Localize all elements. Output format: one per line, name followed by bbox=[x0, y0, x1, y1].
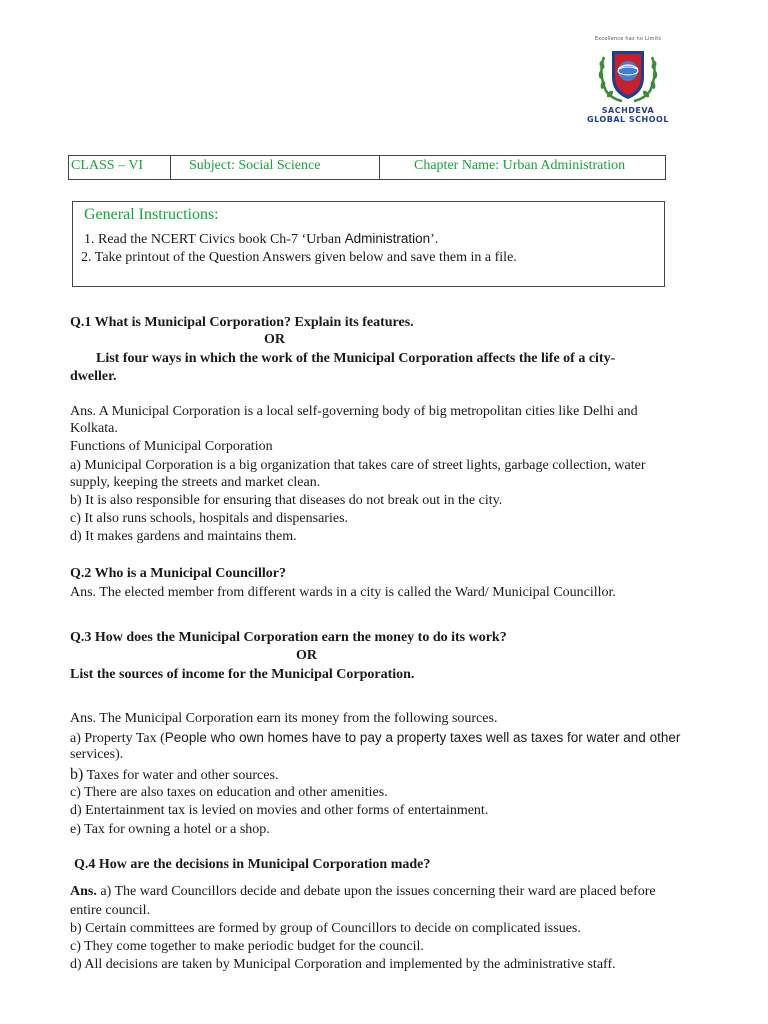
instruction-item-1 bbox=[84, 231, 438, 248]
q1-answer-line1: Ans. A Municipal Corporation is a local self-governing body of big metropolitan cities like Delhi and bbox=[70, 404, 638, 419]
q3-source-a-line1 bbox=[70, 729, 680, 748]
q4-answer-a-line1 bbox=[70, 883, 656, 901]
q4-answer-b: b) Certain committees are formed by group of Councillors to decide on complicated issues. bbox=[70, 921, 581, 936]
q1-functions-heading: Functions of Municipal Corporation bbox=[70, 439, 273, 454]
q3-answer-intro: Ans. The Municipal Corporation earn its money from the following sources. bbox=[70, 711, 498, 726]
q1-alt-line2: dweller. bbox=[70, 369, 117, 384]
logo-name-line2: GLOBAL SCHOOL bbox=[587, 115, 669, 124]
q2-answer: Ans. The elected member from different wards in a city is called the Ward/ Municipal Councillor. bbox=[70, 585, 616, 600]
instruction-1-text: 1. Read the NCERT Civics book Ch-7 ‘Urban bbox=[84, 232, 345, 247]
q2-question: Q.2 Who is a Municipal Councillor? bbox=[70, 566, 286, 581]
q1-alt-line1: List four ways in which the work of the Municipal Corporation affects the life of a city- bbox=[96, 351, 616, 366]
q1-function-b: b) It is also responsible for ensuring that diseases do not break out in the city. bbox=[70, 493, 503, 508]
instruction-1-end: ’. bbox=[430, 232, 439, 247]
q3-source-b bbox=[70, 766, 278, 785]
crest-icon bbox=[596, 43, 660, 105]
q4-answer-c: c) They come together to make periodic budget for the council. bbox=[70, 939, 424, 954]
header-table bbox=[68, 155, 666, 180]
instruction-1-book-word: Administration bbox=[344, 231, 431, 246]
logo-tagline: Excellence has no Limits bbox=[594, 36, 662, 42]
instructions-box bbox=[72, 201, 665, 287]
q3-source-d: d) Entertainment tax is levied on movies and other forms of entertainment. bbox=[70, 803, 489, 818]
q1-function-a-line1: a) Municipal Corporation is a big organization that takes care of street lights, garbage collection, water bbox=[70, 458, 646, 473]
instructions-heading: General Instructions: bbox=[84, 206, 219, 223]
q3-source-b-prefix: b) bbox=[70, 766, 84, 783]
instruction-item-2: 2. Take printout of the Question Answers given below and save them in a file. bbox=[81, 250, 517, 265]
q4-answer-d: d) All decisions are taken by Municipal Corporation and implemented by the administrative staff. bbox=[70, 957, 616, 972]
class-cell: CLASS – VI bbox=[69, 156, 171, 180]
subject-cell: Subject: Social Science bbox=[171, 156, 380, 180]
q3-alt: List the sources of income for the Municipal Corporation. bbox=[70, 667, 415, 682]
logo-name-line1: SACHDEVA bbox=[601, 106, 655, 115]
school-logo bbox=[586, 36, 670, 128]
q3-or: OR bbox=[296, 648, 317, 663]
q3-source-e: e) Tax for owning a hotel or a shop. bbox=[70, 822, 270, 837]
q4-answer-label: Ans. bbox=[70, 884, 97, 899]
q4-question: Q.4 How are the decisions in Municipal Corporation made? bbox=[74, 857, 431, 872]
q3-source-a-rest: People who own homes have to pay a property taxes well as taxes for water and other bbox=[164, 730, 681, 745]
q3-question: Q.3 How does the Municipal Corporation earn the money to do its work? bbox=[70, 630, 507, 645]
chapter-cell: Chapter Name: Urban Administration bbox=[380, 156, 666, 180]
q1-function-d: d) It makes gardens and maintains them. bbox=[70, 529, 297, 544]
q4-answer-a-line2: entire council. bbox=[70, 903, 151, 918]
q1-or: OR bbox=[264, 332, 285, 347]
q1-function-c: c) It also runs schools, hospitals and dispensaries. bbox=[70, 511, 349, 526]
q3-source-b-rest: Taxes for water and other sources. bbox=[83, 768, 279, 783]
q3-source-a-line2: services). bbox=[70, 747, 124, 762]
q1-answer-line2: Kolkata. bbox=[70, 421, 118, 436]
q4-answer-a-text: a) The ward Councillors decide and debate upon the issues concerning their ward are placed before bbox=[96, 884, 656, 899]
q3-source-a-prefix: a) Property Tax ( bbox=[70, 731, 165, 746]
q1-function-a-line2: supply, keeping the streets and market clean. bbox=[70, 475, 321, 490]
q1-question: Q.1 What is Municipal Corporation? Explain its features. bbox=[70, 315, 414, 330]
q3-source-c: c) There are also taxes on education and other amenities. bbox=[70, 785, 388, 800]
